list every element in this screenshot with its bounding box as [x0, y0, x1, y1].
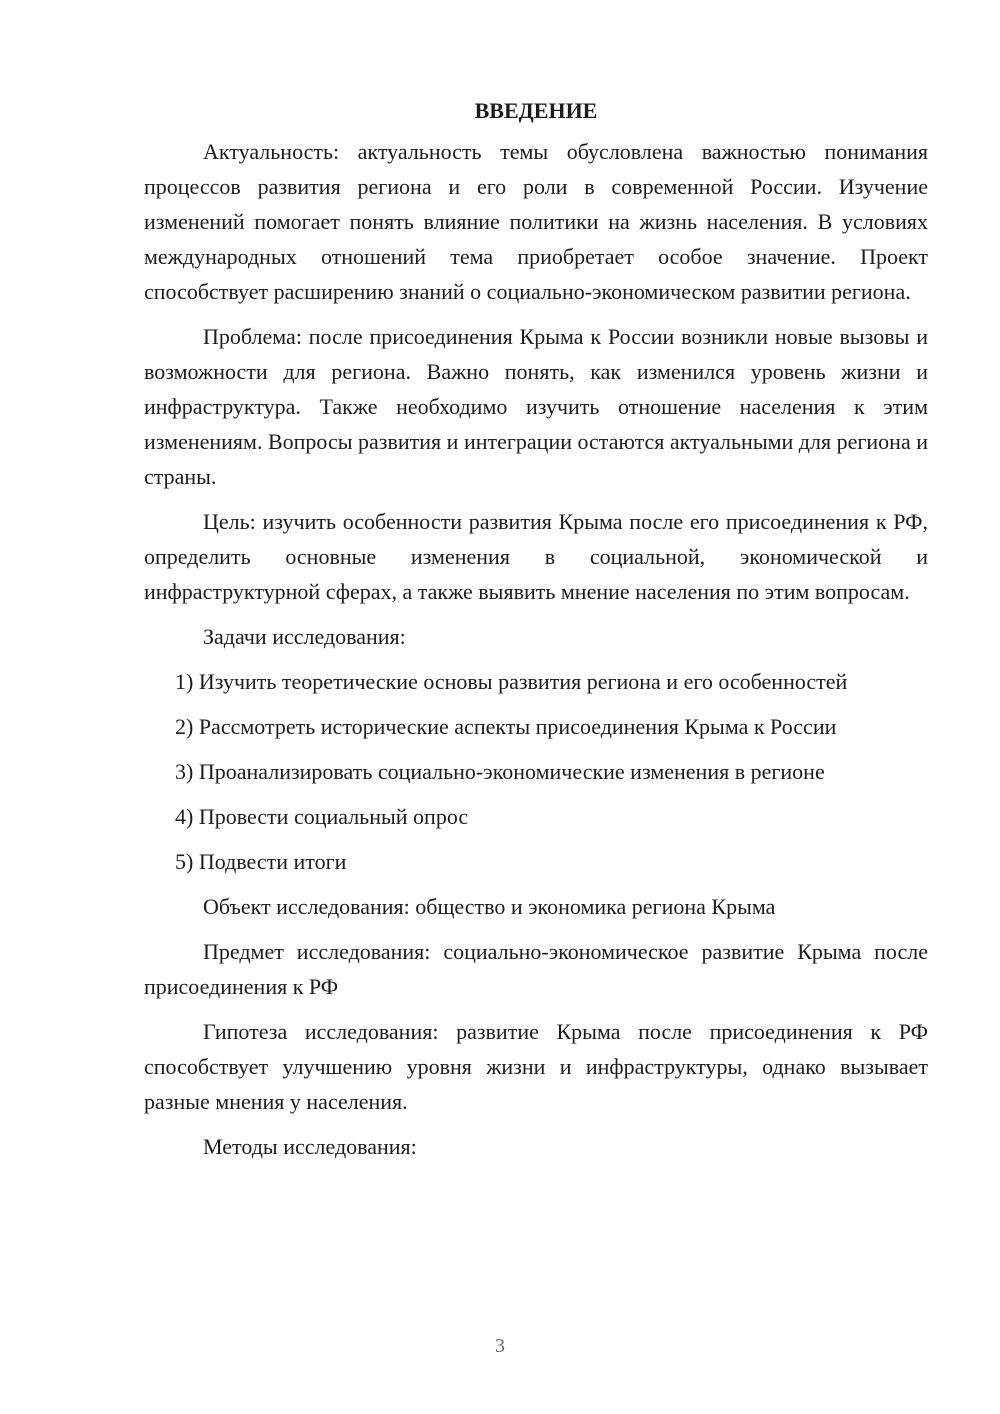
goal-paragraph: Цель: изучить особенности развития Крыма после его присоединения к РФ, определить основные изменения в социальной, экономической и инфраструктурной сферах, а также выявить мнение населения по этим вопросам. [144, 509, 928, 604]
list-item: 5) Подвести итоги [175, 849, 347, 874]
list-item: 4) Провести социальный опрос [175, 804, 469, 829]
page-number: 3 [495, 1335, 505, 1357]
page-content [144, 94, 928, 1174]
tasks-title: Задачи исследования: [203, 624, 406, 649]
tasks-list [144, 664, 928, 879]
list-item: 2) Рассмотреть исторические аспекты присоединения Крыма к России [175, 714, 837, 739]
problem-paragraph: Проблема: после присоединения Крыма к России возникли новые вызовы и возможности для региона. Важно понять, как изменился уровень жизни и инфраструктура. Также необходимо изучить отношение населения к этим изменениям. Вопросы развития и интеграции остаются актуальными для региона и страны. [144, 324, 928, 489]
subject-paragraph: Предмет исследования: социально-экономическое развитие Крыма после присоединения к РФ [144, 939, 928, 999]
relevance-paragraph: Актуальность: актуальность темы обусловлена важностью понимания процессов развития региона и его роли в современной России. Изучение изменений помогает понять влияние политики на жизнь населения. В условиях международных отношений тема приобретает особое значение. Проект способствует расширению знаний о социально-экономическом развитии региона. [144, 139, 928, 304]
object-paragraph: Объект исследования: общество и экономика региона Крыма [203, 894, 776, 919]
page-heading: ВВЕДЕНИЕ [474, 98, 598, 123]
list-item: 1) Изучить теоретические основы развития региона и его особенностей [175, 669, 848, 694]
list-item: 3) Проанализировать социально-экономические изменения в регионе [175, 759, 825, 784]
methods-title: Методы исследования: [203, 1134, 417, 1159]
hypothesis-paragraph: Гипотеза исследования: развитие Крыма после присоединения к РФ способствует улучшению уровня жизни и инфраструктуры, однако вызывает разные мнения у населения. [144, 1019, 928, 1114]
